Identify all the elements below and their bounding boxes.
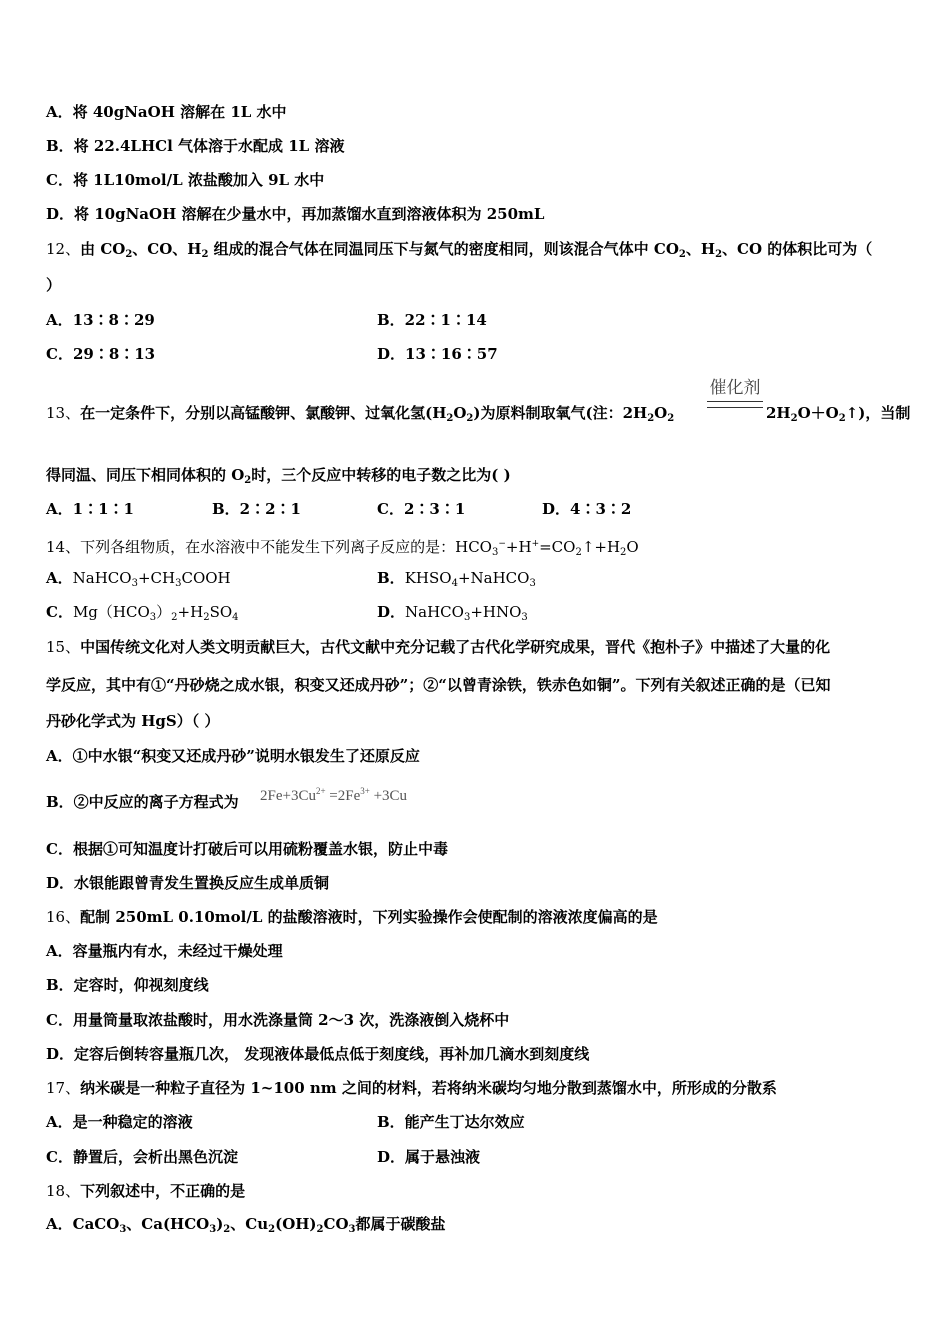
q15-option-c: C．根据①可知温度计打破后可以用硫粉覆盖水银，防止中毒: [46, 840, 448, 858]
q16-option-a: A．容量瓶内有水，未经过干燥处理: [46, 942, 283, 960]
q17-option-c: C．静置后，会析出黑色沉淀: [46, 1148, 238, 1166]
q11-option-d: D．将 10gNaOH 溶解在少量水中，再加蒸馏水直到溶液体积为 250mL: [46, 205, 545, 223]
q15-option-d: D．水银能跟曾青发生置换反应生成单质铜: [46, 874, 330, 892]
q17-option-b: B．能产生丁达尔效应: [377, 1113, 525, 1131]
q17-stem: 17、纳米碳是一种粒子直径为 1~100 nm 之间的材料，若将纳米碳均匀地分散到蒸馏水中，所形成的分散系: [46, 1079, 777, 1097]
catalyst-label: 催化剂: [709, 378, 761, 398]
q13-stem: 13、在一定条件下，分别以高锰酸钾、氯酸钾、过氧化氢$(H_2O_2)$为原料制取氧气(注：$2H_2O_2$: [46, 404, 675, 424]
q16-option-d: D．定容后倒转容量瓶几次， 发现液体最低点低于刻度线，再补加几滴水到刻度线: [46, 1045, 590, 1063]
q13-option-d: D．4∶3∶2: [542, 500, 632, 518]
reaction-arrow: [707, 401, 763, 408]
q14-option-d: D．$NaHCO_3+HNO_3$: [377, 603, 528, 623]
q18-stem: 18、下列叙述中，不正确的是: [46, 1182, 246, 1200]
q16-option-c: C．用量筒量取浓盐酸时，用水洗涤量筒 2～3 次，洗涤液倒入烧杯中: [46, 1011, 510, 1029]
q14-option-a: A．$NaHCO_3+CH_3COOH$: [46, 569, 231, 589]
q15-option-b-equation: $2Fe+3Cu^{2+} =2Fe^{3+} +3Cu$: [260, 786, 408, 804]
q15-stem-line1: 15、中国传统文化对人类文明贡献巨大，古代文献中充分记载了古代化学研究成果，晋代《抱朴子》中描述了大量的化: [46, 638, 831, 656]
q12-option-c: C．29∶8∶13: [46, 345, 156, 363]
q17-option-d: D．属于悬浊液: [377, 1148, 481, 1166]
q14-option-b: B．$KHSO_4+NaHCO_3$: [377, 569, 536, 589]
q15-stem-line3: 丹砂化学式为 HgS）（ ）: [46, 712, 220, 730]
q13-option-a: A．1∶1∶1: [46, 500, 134, 518]
q11-option-b: B．将 22.4LHCl 气体溶于水配成 1L 溶液: [46, 137, 345, 155]
q12-option-a: A．13∶8∶29: [46, 311, 155, 329]
q12-stem: 12、由 $CO_2$、CO、$H_2$ 组成的混合气体在同温同压下与氮气的密度相同，则该混合气体中 $CO_2$、$H_2$、CO 的体积比可为（: [46, 240, 873, 260]
q12-option-d: D．13∶16∶57: [377, 345, 498, 363]
q13-option-c: C．2∶3∶1: [377, 500, 466, 518]
q14-option-c: C．$Mg(HCO_3)_2+H_2SO_4$: [46, 603, 239, 623]
q17-option-a: A．是一种稳定的溶液: [46, 1113, 193, 1131]
q14-stem: 14、下列各组物质，在水溶液中不能发生下列离子反应的是：$HCO_3^-+H^+=CO_2↑+H_2O$: [46, 538, 639, 558]
q16-option-b: B．定容时，仰视刻度线: [46, 976, 209, 994]
q18-option-a: A．CaCO$_3$、$Ca(HCO_3)_2$、$Cu_2(OH)_2CO_3$都属于碳酸盐: [46, 1215, 446, 1235]
q12-option-b: B．22∶1∶14: [377, 311, 487, 329]
q13-stem-products: $2H_2O+O_2↑$)，当制: [766, 404, 911, 424]
q16-stem: 16、配制 250mL 0.10mol/L 的盐酸溶液时，下列实验操作会使配制的溶液浓度偏高的是: [46, 908, 658, 926]
q13-stem-line2: 得同温、同压下相同体积的 $O_2$时，三个反应中转移的电子数之比为( ): [46, 466, 511, 486]
q15-stem-line2: 学反应，其中有①“丹砂烧之成水银，积变又还成丹砂”；②“以曾青涂铁，铁赤色如铜”。下列有关叙述正确的是（已知: [46, 676, 831, 694]
q15-option-b: B．②中反应的离子方程式为: [46, 793, 239, 811]
q11-option-c: C．将 1L10mol/L 浓盐酸加入 9L 水中: [46, 171, 325, 189]
q11-option-a: A．将 40gNaOH 溶解在 1L 水中: [46, 103, 287, 121]
q15-option-a: A．①中水银“积变又还成丹砂”说明水银发生了还原反应: [46, 747, 420, 765]
q13-option-b: B．2∶2∶1: [212, 500, 301, 518]
q12-stem-line2: ）: [46, 276, 62, 294]
